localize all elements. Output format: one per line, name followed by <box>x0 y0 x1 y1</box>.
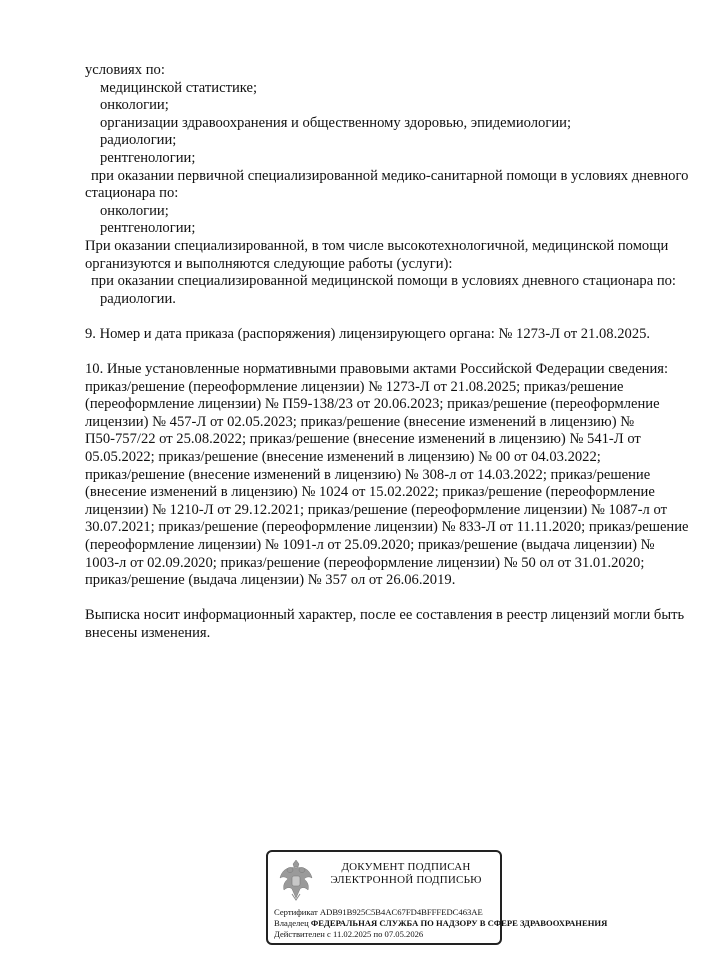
validity-row: Действителен с 11.02.2025 по 07.05.2026 <box>274 929 424 939</box>
list-line: условиях по: <box>85 62 165 78</box>
section-9-order: 9. Номер и дата приказа (распоряжения) лицензирующего органа: № 1273-Л от 21.08.2025. <box>85 325 651 342</box>
section-10-line: приказ/решение (выдача лицензии) № 357 ол от 26.06.2019. <box>85 572 456 589</box>
note-line: Выписка носит информационный характер, после ее составления в реестр лицензий могли быть <box>85 607 685 624</box>
stamp-title <box>326 861 486 887</box>
stamp-title-line-2: ЭЛЕКТРОННОЙ ПОДПИСЬЮ <box>330 874 482 886</box>
section-10-line: лицензии) № 457-Л от 02.05.2023; приказ/решение (внесение изменений в лицензию) № <box>85 413 635 430</box>
list-line: организуются и выполняются следующие работы (услуги): <box>85 255 453 272</box>
list-line: онкологии; <box>100 202 169 219</box>
list-line: при оказании первичной специализированной медико-санитарной помощи в условиях дневного <box>91 167 689 184</box>
stamp-title-line-1: ДОКУМЕНТ ПОДПИСАН <box>341 861 471 873</box>
list-line: медицинской статистике; <box>100 79 258 96</box>
section-10-line: (внесение изменений в лицензию) № 1024 от 15.02.2022; приказ/решение (переоформление <box>85 484 655 501</box>
list-line: при оказании специализированной медицинской помощи в условиях дневного стационара по: <box>91 273 676 290</box>
document-body <box>85 62 689 643</box>
owner-row <box>274 918 607 928</box>
disclaimer-note <box>85 607 685 642</box>
list-line: радиологии. <box>100 290 176 307</box>
section-10-line: 10. Иные установленные нормативными правовыми актами Российской Федерации сведения: <box>85 361 669 378</box>
owner-label: Владелец <box>274 918 309 928</box>
list-line: организации здравоохранения и общественному здоровью, эпидемиологии; <box>100 114 572 131</box>
russian-coat-of-arms-icon <box>278 858 314 902</box>
section-10-line: (переоформление лицензии) № 1091-л от 25.09.2020; приказ/решение (выдача лицензии) № <box>85 537 655 554</box>
section-10-line: приказ/решение (переоформление лицензии) № 1273-Л от 21.08.2025; приказ/решение <box>85 378 624 395</box>
owner-value: ФЕДЕРАЛЬНАЯ СЛУЖБА ПО НАДЗОРУ В СФЕРЕ ЗДРАВООХРАНЕНИЯ <box>310 918 608 928</box>
section-10-line: 1003-л от 02.09.2020; приказ/решение (переоформление лицензии) № 50 ол от 31.01.2020; <box>85 554 645 571</box>
certificate-label: Сертификат <box>274 907 318 917</box>
section-10-line: лицензии) № 1210-Л от 29.12.2021; приказ/решение (переоформление лицензии) № 1087-л от <box>85 501 667 518</box>
section-10-line: (переоформление лицензии) № П59-138/23 от 20.06.2023; приказ/решение (переоформление <box>85 396 660 413</box>
electronic-signature-stamp <box>266 850 608 945</box>
list-line: При оказании специализированной, в том числе высокотехнологичной, медицинской помощи <box>85 237 669 254</box>
certificate-row <box>274 907 483 917</box>
section-10-line: приказ/решение (внесение изменений в лицензию) № 308-л от 14.03.2022; приказ/решение <box>85 466 651 483</box>
list-line: рентгенологии; <box>100 149 196 166</box>
section-10-line: 30.07.2021; приказ/решение (переоформление лицензии) № 833-Л от 11.11.2020; приказ/решение <box>85 519 689 536</box>
services-list <box>85 62 689 308</box>
section-10-other-info <box>85 361 689 590</box>
list-line: стационара по: <box>85 185 179 202</box>
certificate-value: ADB91B925C5B4AC67FD4BFFFEDC463AE <box>319 907 483 917</box>
section-10-line: 05.05.2022; приказ/решение (внесение изменений в лицензию) № 00 от 04.03.2022; <box>85 449 601 466</box>
list-line: радиологии; <box>100 132 177 149</box>
note-line: внесены изменения. <box>85 625 211 641</box>
section-10-line: П50-757/22 от 25.08.2022; приказ/решение (внесение изменений в лицензию) № 541-Л от <box>85 431 641 448</box>
list-line: онкологии; <box>100 97 169 114</box>
list-line: рентгенологии; <box>100 220 196 237</box>
